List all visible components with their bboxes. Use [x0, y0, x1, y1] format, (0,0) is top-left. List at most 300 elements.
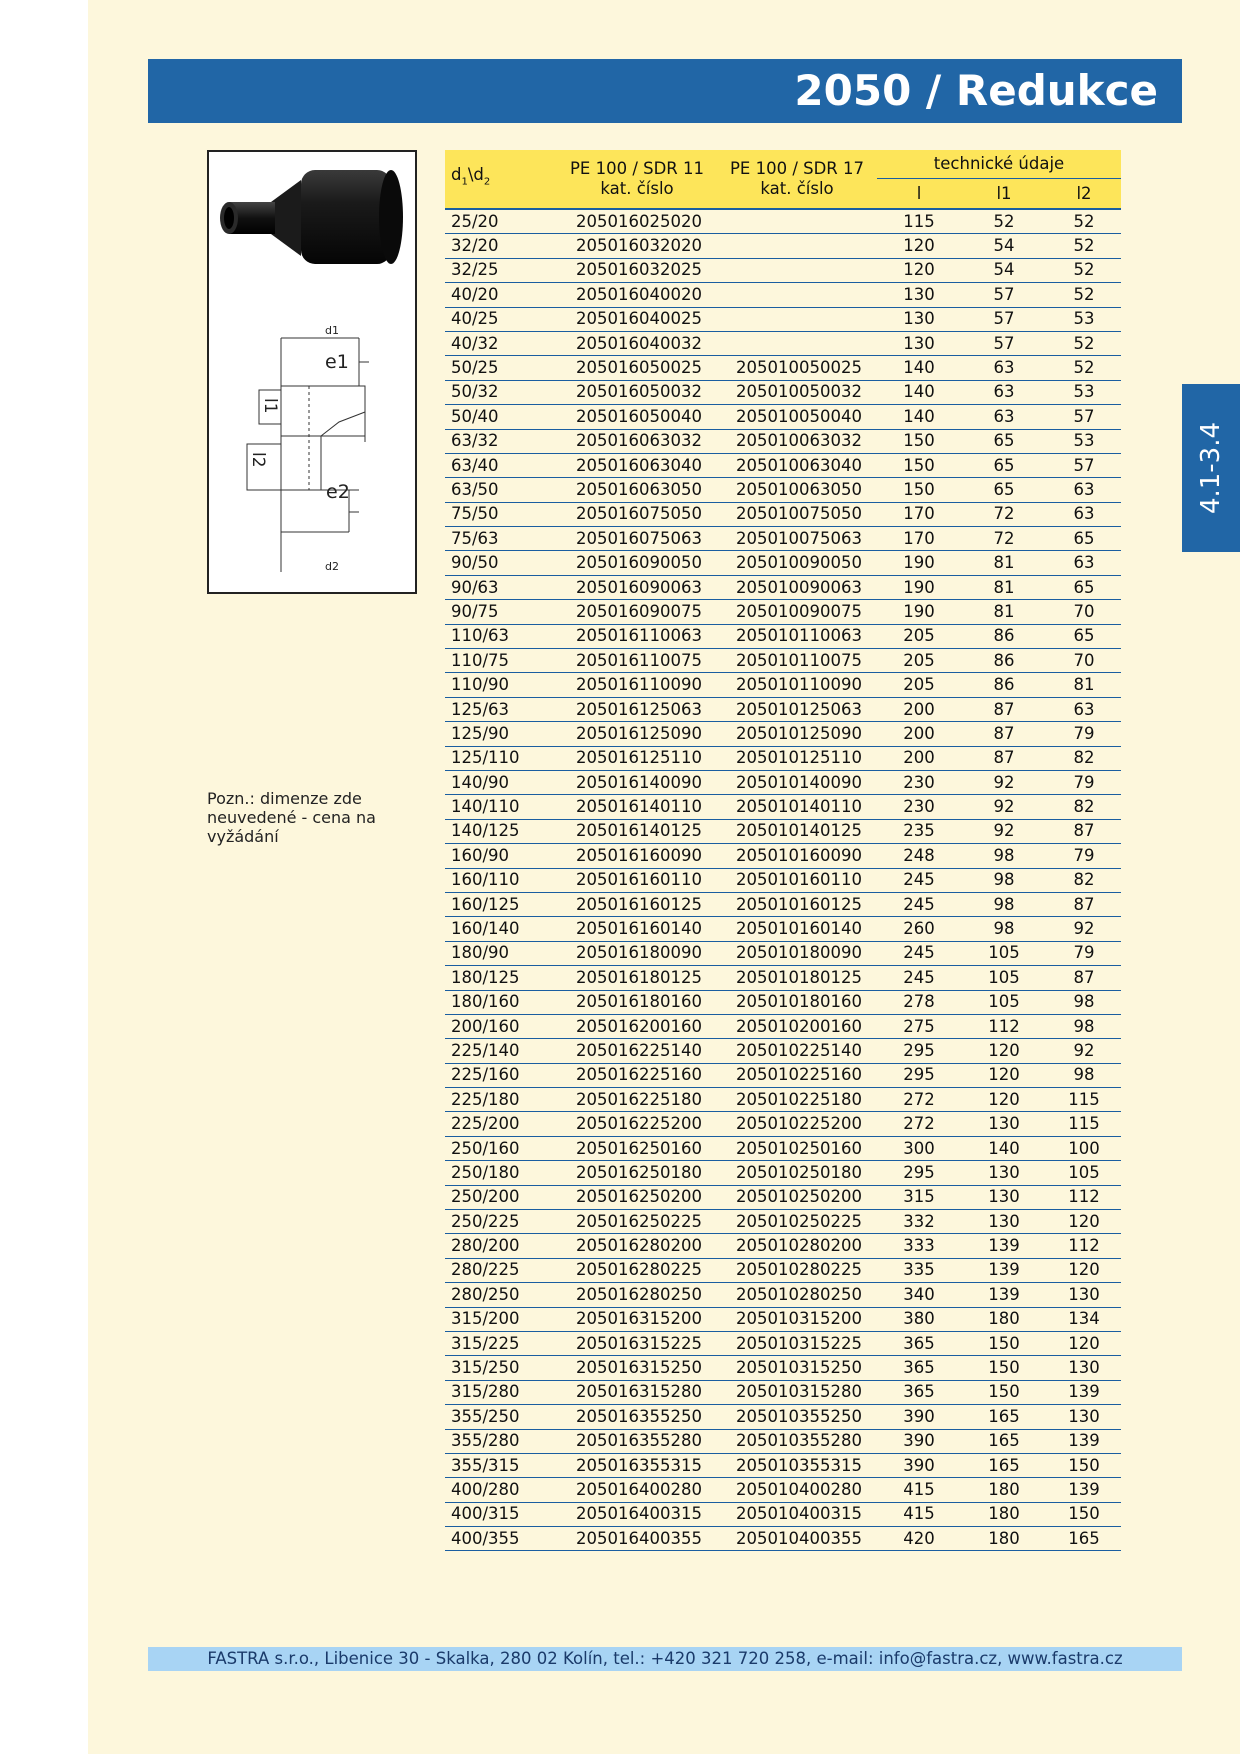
cell-l: 140 — [877, 405, 961, 429]
cell-l: 245 — [877, 941, 961, 965]
cell-catalog-sdr11: 205016250180 — [557, 1161, 717, 1185]
cell-dimension: 225/200 — [445, 1112, 557, 1136]
cell-l1: 120 — [961, 1088, 1047, 1112]
cell-catalog-sdr11: 205016400355 — [557, 1527, 717, 1551]
cell-l1: 112 — [961, 1014, 1047, 1038]
table-row — [445, 1088, 1121, 1112]
table-row — [445, 1161, 1121, 1185]
cell-l: 315 — [877, 1185, 961, 1209]
cell-l: 333 — [877, 1234, 961, 1258]
cell-l2: 82 — [1047, 795, 1121, 819]
cell-l1: 130 — [961, 1161, 1047, 1185]
cell-catalog-sdr11: 205016250200 — [557, 1185, 717, 1209]
title-bar — [148, 59, 1182, 123]
cell-l: 190 — [877, 600, 961, 624]
cell-catalog-sdr11: 205016025020 — [557, 209, 717, 234]
cell-dimension: 40/25 — [445, 307, 557, 331]
cell-l: 200 — [877, 697, 961, 721]
cell-catalog-sdr17: 205010110063 — [717, 624, 877, 648]
cell-dimension: 40/20 — [445, 283, 557, 307]
cell-l: 190 — [877, 551, 961, 575]
cell-l2: 92 — [1047, 917, 1121, 941]
cell-l1: 139 — [961, 1258, 1047, 1282]
cell-l2: 98 — [1047, 990, 1121, 1014]
cell-l: 390 — [877, 1453, 961, 1477]
cell-dimension: 400/280 — [445, 1478, 557, 1502]
cell-l1: 72 — [961, 527, 1047, 551]
label-d2: d2 — [325, 560, 339, 573]
cell-catalog-sdr17 — [717, 234, 877, 258]
table-row — [445, 649, 1121, 673]
cell-l2: 65 — [1047, 527, 1121, 551]
col-header-l2: l2 — [1047, 179, 1121, 209]
cell-l2: 70 — [1047, 600, 1121, 624]
label-d1: d1 — [325, 324, 339, 337]
table-row — [445, 697, 1121, 721]
cell-l1: 98 — [961, 917, 1047, 941]
table-row — [445, 770, 1121, 794]
table-row — [445, 405, 1121, 429]
col-header-pe100-sdr17: PE 100 / SDR 17 kat. číslo — [717, 150, 877, 209]
cell-l2: 115 — [1047, 1088, 1121, 1112]
cell-l2: 165 — [1047, 1527, 1121, 1551]
cell-dimension: 250/225 — [445, 1210, 557, 1234]
cell-catalog-sdr11: 205016355315 — [557, 1453, 717, 1477]
cell-catalog-sdr11: 205016063032 — [557, 429, 717, 453]
cell-dimension: 75/50 — [445, 502, 557, 526]
cell-dimension: 355/280 — [445, 1429, 557, 1453]
cell-dimension: 160/110 — [445, 868, 557, 892]
cell-catalog-sdr17: 205010160090 — [717, 844, 877, 868]
cell-dimension: 280/200 — [445, 1234, 557, 1258]
cell-catalog-sdr17 — [717, 209, 877, 234]
cell-dimension: 110/90 — [445, 673, 557, 697]
cell-catalog-sdr11: 205016400280 — [557, 1478, 717, 1502]
cell-l: 205 — [877, 673, 961, 697]
cell-catalog-sdr17: 205010160110 — [717, 868, 877, 892]
cell-catalog-sdr11: 205016180160 — [557, 990, 717, 1014]
cell-catalog-sdr11: 205016225180 — [557, 1088, 717, 1112]
cell-l1: 105 — [961, 966, 1047, 990]
cell-l1: 72 — [961, 502, 1047, 526]
table-row — [445, 1307, 1121, 1331]
cell-dimension: 225/160 — [445, 1063, 557, 1087]
cell-l2: 82 — [1047, 868, 1121, 892]
cell-dimension: 50/40 — [445, 405, 557, 429]
cell-catalog-sdr17 — [717, 331, 877, 355]
table-row — [445, 527, 1121, 551]
page-title: 2050 / Redukce — [794, 66, 1158, 115]
cell-dimension: 250/160 — [445, 1136, 557, 1160]
cell-l: 272 — [877, 1088, 961, 1112]
cell-catalog-sdr17: 205010180125 — [717, 966, 877, 990]
col-header-technical-data: technické údaje — [877, 150, 1121, 179]
table-body — [445, 209, 1121, 1551]
table-row — [445, 331, 1121, 355]
cell-dimension: 160/125 — [445, 892, 557, 916]
cell-catalog-sdr11: 205016180090 — [557, 941, 717, 965]
cell-l2: 130 — [1047, 1356, 1121, 1380]
cell-l: 120 — [877, 258, 961, 282]
cell-l2: 63 — [1047, 551, 1121, 575]
cell-catalog-sdr17: 205010160125 — [717, 892, 877, 916]
section-tab — [1182, 384, 1240, 552]
cell-dimension: 355/250 — [445, 1405, 557, 1429]
cell-l2: 98 — [1047, 1014, 1121, 1038]
cell-l2: 52 — [1047, 258, 1121, 282]
cell-dimension: 315/250 — [445, 1356, 557, 1380]
cell-l2: 52 — [1047, 209, 1121, 234]
table-row — [445, 1210, 1121, 1234]
cell-catalog-sdr11: 205016200160 — [557, 1014, 717, 1038]
cell-l1: 130 — [961, 1210, 1047, 1234]
cell-dimension: 225/180 — [445, 1088, 557, 1112]
cell-l1: 81 — [961, 600, 1047, 624]
cell-l1: 87 — [961, 746, 1047, 770]
table-row — [445, 478, 1121, 502]
cell-l2: 120 — [1047, 1258, 1121, 1282]
cell-l1: 130 — [961, 1112, 1047, 1136]
cell-dimension: 40/32 — [445, 331, 557, 355]
table-row — [445, 1234, 1121, 1258]
cell-l2: 53 — [1047, 307, 1121, 331]
cell-l2: 79 — [1047, 844, 1121, 868]
cell-catalog-sdr11: 205016315280 — [557, 1380, 717, 1404]
cell-l1: 180 — [961, 1478, 1047, 1502]
cell-catalog-sdr17: 205010280200 — [717, 1234, 877, 1258]
cell-l1: 120 — [961, 1039, 1047, 1063]
cell-l2: 139 — [1047, 1478, 1121, 1502]
cell-catalog-sdr17 — [717, 258, 877, 282]
cell-catalog-sdr11: 205016032025 — [557, 258, 717, 282]
cell-l: 205 — [877, 624, 961, 648]
table-row — [445, 600, 1121, 624]
cell-l2: 105 — [1047, 1161, 1121, 1185]
table-row — [445, 1258, 1121, 1282]
cell-l1: 165 — [961, 1453, 1047, 1477]
cell-l: 140 — [877, 356, 961, 380]
cell-catalog-sdr11: 205016075050 — [557, 502, 717, 526]
cell-catalog-sdr11: 205016225140 — [557, 1039, 717, 1063]
cell-l2: 87 — [1047, 892, 1121, 916]
cell-dimension: 180/90 — [445, 941, 557, 965]
cell-l: 190 — [877, 575, 961, 599]
table-row — [445, 1014, 1121, 1038]
cell-dimension: 140/90 — [445, 770, 557, 794]
cell-l: 335 — [877, 1258, 961, 1282]
cell-l1: 57 — [961, 283, 1047, 307]
table-row — [445, 868, 1121, 892]
cell-l: 340 — [877, 1283, 961, 1307]
cell-catalog-sdr11: 205016160110 — [557, 868, 717, 892]
table-row — [445, 1283, 1121, 1307]
cell-dimension: 180/160 — [445, 990, 557, 1014]
cell-l1: 105 — [961, 941, 1047, 965]
cell-l2: 115 — [1047, 1112, 1121, 1136]
cell-dimension: 140/110 — [445, 795, 557, 819]
table-row — [445, 502, 1121, 526]
cell-l1: 57 — [961, 307, 1047, 331]
cell-l2: 63 — [1047, 478, 1121, 502]
cell-catalog-sdr17: 205010110090 — [717, 673, 877, 697]
cell-catalog-sdr17: 205010090050 — [717, 551, 877, 575]
cell-dimension: 125/110 — [445, 746, 557, 770]
col-header-l1: l1 — [961, 179, 1047, 209]
table-row — [445, 551, 1121, 575]
cell-catalog-sdr11: 205016125063 — [557, 697, 717, 721]
cell-l1: 139 — [961, 1234, 1047, 1258]
cell-l2: 120 — [1047, 1210, 1121, 1234]
col-header-l: l — [877, 179, 961, 209]
cell-l2: 53 — [1047, 429, 1121, 453]
cell-l: 200 — [877, 722, 961, 746]
table-row — [445, 1039, 1121, 1063]
cell-l2: 87 — [1047, 819, 1121, 843]
cell-l2: 79 — [1047, 722, 1121, 746]
cell-dimension: 90/63 — [445, 575, 557, 599]
table-row — [445, 258, 1121, 282]
cell-l: 130 — [877, 331, 961, 355]
cell-l: 275 — [877, 1014, 961, 1038]
cell-l: 150 — [877, 478, 961, 502]
cell-catalog-sdr11: 205016040020 — [557, 283, 717, 307]
cell-catalog-sdr17: 205010315225 — [717, 1331, 877, 1355]
cell-l2: 100 — [1047, 1136, 1121, 1160]
cell-catalog-sdr17: 205010140125 — [717, 819, 877, 843]
table-row — [445, 990, 1121, 1014]
cell-catalog-sdr11: 205016355280 — [557, 1429, 717, 1453]
table-row — [445, 1356, 1121, 1380]
cell-dimension: 315/200 — [445, 1307, 557, 1331]
footer-contact: FASTRA s.r.o., Libenice 30 - Skalka, 280 02 Kolín, tel.: +420 321 720 258, e-mail: info@fastra.cz, www.fastra.cz — [148, 1647, 1182, 1671]
cell-catalog-sdr11: 205016075063 — [557, 527, 717, 551]
cell-dimension: 125/90 — [445, 722, 557, 746]
label-e1: e1 — [325, 351, 349, 373]
cell-l1: 63 — [961, 405, 1047, 429]
cell-catalog-sdr17: 205010355250 — [717, 1405, 877, 1429]
cell-catalog-sdr11: 205016250225 — [557, 1210, 717, 1234]
reducer-illustration — [209, 152, 415, 592]
cell-l1: 92 — [961, 770, 1047, 794]
cell-catalog-sdr11: 205016160090 — [557, 844, 717, 868]
section-tab-label: 4.1-3.4 — [1196, 421, 1226, 515]
cell-dimension: 160/90 — [445, 844, 557, 868]
cell-l2: 150 — [1047, 1502, 1121, 1526]
cell-catalog-sdr17: 205010160140 — [717, 917, 877, 941]
table-row — [445, 1112, 1121, 1136]
cell-l1: 63 — [961, 356, 1047, 380]
table-row — [445, 892, 1121, 916]
cell-catalog-sdr11: 205016040025 — [557, 307, 717, 331]
cell-dimension: 63/50 — [445, 478, 557, 502]
cell-l1: 98 — [961, 892, 1047, 916]
cell-catalog-sdr17: 205010090063 — [717, 575, 877, 599]
cell-l1: 65 — [961, 453, 1047, 477]
cell-catalog-sdr17: 205010125110 — [717, 746, 877, 770]
cell-l2: 81 — [1047, 673, 1121, 697]
cell-catalog-sdr17: 205010075063 — [717, 527, 877, 551]
cell-l2: 79 — [1047, 770, 1121, 794]
cell-dimension: 400/315 — [445, 1502, 557, 1526]
cell-catalog-sdr11: 205016180125 — [557, 966, 717, 990]
cell-catalog-sdr11: 205016050032 — [557, 380, 717, 404]
col-header-dimension: $d_1\backslash d_2$ — [445, 150, 557, 209]
cell-l: 380 — [877, 1307, 961, 1331]
cell-l2: 120 — [1047, 1331, 1121, 1355]
cell-l2: 65 — [1047, 624, 1121, 648]
cell-l: 272 — [877, 1112, 961, 1136]
cell-l1: 81 — [961, 551, 1047, 575]
cell-catalog-sdr11: 205016125110 — [557, 746, 717, 770]
label-l1: l1 — [260, 398, 280, 414]
cell-catalog-sdr17: 205010250180 — [717, 1161, 877, 1185]
table-row — [445, 1185, 1121, 1209]
cell-catalog-sdr11: 205016110063 — [557, 624, 717, 648]
cell-catalog-sdr17: 205010063050 — [717, 478, 877, 502]
cell-l: 295 — [877, 1063, 961, 1087]
cell-dimension: 355/315 — [445, 1453, 557, 1477]
cell-l2: 130 — [1047, 1283, 1121, 1307]
product-table-container — [445, 150, 1121, 1551]
cell-dimension: 200/160 — [445, 1014, 557, 1038]
cell-catalog-sdr11: 205016050025 — [557, 356, 717, 380]
cell-l1: 52 — [961, 209, 1047, 234]
cell-dimension: 50/25 — [445, 356, 557, 380]
cell-l1: 140 — [961, 1136, 1047, 1160]
cell-l2: 65 — [1047, 575, 1121, 599]
table-row — [445, 673, 1121, 697]
cell-dimension: 280/225 — [445, 1258, 557, 1282]
cell-l1: 180 — [961, 1307, 1047, 1331]
cell-l1: 86 — [961, 649, 1047, 673]
cell-dimension: 250/180 — [445, 1161, 557, 1185]
cell-catalog-sdr17 — [717, 283, 877, 307]
cell-l1: 130 — [961, 1185, 1047, 1209]
cell-l2: 52 — [1047, 331, 1121, 355]
cell-catalog-sdr17: 205010315200 — [717, 1307, 877, 1331]
cell-dimension: 63/40 — [445, 453, 557, 477]
cell-dimension: 280/250 — [445, 1283, 557, 1307]
cell-catalog-sdr11: 205016315200 — [557, 1307, 717, 1331]
cell-l: 205 — [877, 649, 961, 673]
cell-l1: 165 — [961, 1429, 1047, 1453]
cell-catalog-sdr11: 205016050040 — [557, 405, 717, 429]
table-row — [445, 917, 1121, 941]
cell-dimension: 315/280 — [445, 1380, 557, 1404]
cell-l: 390 — [877, 1429, 961, 1453]
cell-catalog-sdr17: 205010050025 — [717, 356, 877, 380]
cell-l2: 70 — [1047, 649, 1121, 673]
cell-catalog-sdr11: 205016110090 — [557, 673, 717, 697]
table-row — [445, 722, 1121, 746]
table-row — [445, 1405, 1121, 1429]
cell-catalog-sdr17: 205010075050 — [717, 502, 877, 526]
cell-l: 130 — [877, 283, 961, 307]
cell-catalog-sdr17: 205010140090 — [717, 770, 877, 794]
cell-dimension: 50/32 — [445, 380, 557, 404]
cell-catalog-sdr11: 205016315225 — [557, 1331, 717, 1355]
table-row — [445, 1527, 1121, 1551]
label-l2: l2 — [248, 452, 268, 468]
cell-catalog-sdr11: 205016040032 — [557, 331, 717, 355]
table-row — [445, 356, 1121, 380]
cell-dimension: 250/200 — [445, 1185, 557, 1209]
cell-l2: 63 — [1047, 697, 1121, 721]
cell-l2: 63 — [1047, 502, 1121, 526]
cell-l1: 54 — [961, 258, 1047, 282]
table-row — [445, 575, 1121, 599]
cell-l: 390 — [877, 1405, 961, 1429]
cell-catalog-sdr11: 205016225200 — [557, 1112, 717, 1136]
product-figure — [207, 150, 417, 594]
cell-l1: 180 — [961, 1502, 1047, 1526]
table-row — [445, 1136, 1121, 1160]
cell-dimension: 25/20 — [445, 209, 557, 234]
label-e2: e2 — [326, 481, 350, 503]
cell-catalog-sdr11: 205016280250 — [557, 1283, 717, 1307]
cell-catalog-sdr17: 205010063040 — [717, 453, 877, 477]
table-row — [445, 941, 1121, 965]
cell-catalog-sdr17: 205010250160 — [717, 1136, 877, 1160]
cell-l: 235 — [877, 819, 961, 843]
cell-catalog-sdr17: 205010225160 — [717, 1063, 877, 1087]
cell-catalog-sdr11: 205016225160 — [557, 1063, 717, 1087]
cell-catalog-sdr17: 205010400280 — [717, 1478, 877, 1502]
cell-l1: 92 — [961, 819, 1047, 843]
table-row — [445, 1502, 1121, 1526]
cell-catalog-sdr11: 205016110075 — [557, 649, 717, 673]
product-table — [445, 150, 1121, 1551]
cell-catalog-sdr17: 205010355315 — [717, 1453, 877, 1477]
cell-l2: 98 — [1047, 1063, 1121, 1087]
cell-l1: 63 — [961, 380, 1047, 404]
cell-catalog-sdr11: 205016090050 — [557, 551, 717, 575]
cell-dimension: 225/140 — [445, 1039, 557, 1063]
cell-catalog-sdr17: 205010180090 — [717, 941, 877, 965]
cell-l1: 139 — [961, 1283, 1047, 1307]
table-row — [445, 234, 1121, 258]
cell-catalog-sdr17: 205010063032 — [717, 429, 877, 453]
cell-catalog-sdr11: 205016160140 — [557, 917, 717, 941]
cell-l2: 112 — [1047, 1185, 1121, 1209]
cell-l: 150 — [877, 453, 961, 477]
cell-catalog-sdr11: 205016140125 — [557, 819, 717, 843]
cell-l2: 150 — [1047, 1453, 1121, 1477]
cell-dimension: 400/355 — [445, 1527, 557, 1551]
cell-l: 278 — [877, 990, 961, 1014]
cell-l1: 150 — [961, 1331, 1047, 1355]
cell-catalog-sdr11: 205016250160 — [557, 1136, 717, 1160]
cell-catalog-sdr17: 205010125063 — [717, 697, 877, 721]
cell-l: 365 — [877, 1380, 961, 1404]
col-header-pe100-sdr11: PE 100 / SDR 11 kat. číslo — [557, 150, 717, 209]
cell-l1: 150 — [961, 1356, 1047, 1380]
cell-catalog-sdr11: 205016280225 — [557, 1258, 717, 1282]
cell-catalog-sdr17: 205010250200 — [717, 1185, 877, 1209]
cell-catalog-sdr17: 205010140110 — [717, 795, 877, 819]
cell-catalog-sdr11: 205016160125 — [557, 892, 717, 916]
cell-dimension: 125/63 — [445, 697, 557, 721]
cell-l: 115 — [877, 209, 961, 234]
cell-l: 415 — [877, 1502, 961, 1526]
cell-dimension: 32/20 — [445, 234, 557, 258]
cell-catalog-sdr17: 205010090075 — [717, 600, 877, 624]
cell-catalog-sdr11: 205016125090 — [557, 722, 717, 746]
cell-l2: 52 — [1047, 356, 1121, 380]
cell-l: 245 — [877, 966, 961, 990]
cell-l1: 98 — [961, 844, 1047, 868]
cell-l: 365 — [877, 1356, 961, 1380]
